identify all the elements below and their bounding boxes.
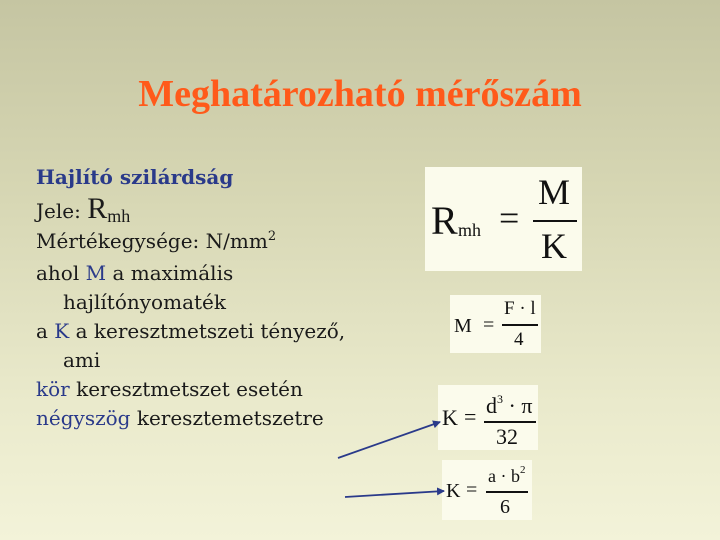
ahol-line: ahol M a maximális: [36, 261, 234, 285]
formula-moment: M = F · l 4: [450, 295, 541, 353]
ami-line: ami: [63, 348, 101, 372]
formula-k-circle: K = $d^3 \cdot \pi$ 32: [438, 385, 538, 450]
rmh-symbol: R: [87, 192, 108, 225]
formula-rmh: R mh = M K: [425, 167, 582, 271]
jele-line: Jele: Rmh: [36, 192, 131, 226]
kor-line: kör keresztmetszet esetén: [36, 377, 303, 401]
arrow-kor: [338, 422, 440, 458]
negyszog-line: négyszög keresztemetszetre: [36, 406, 324, 430]
arrow-negyszog: [345, 491, 444, 497]
k-line: a K a keresztmetszeti tényező,: [36, 319, 346, 343]
section-heading: Hajlító szilárdság: [36, 165, 234, 189]
hajlito-line: hajlítónyomaték: [63, 290, 226, 314]
rmh-subscript: mh: [107, 206, 131, 226]
formula-k-rect: K = $a \cdot b^2$ 6: [442, 460, 532, 520]
unit-line: Mértékegysége: $N/mm^2$: [36, 229, 277, 253]
slide-title: Meghatározható mérőszám: [138, 73, 582, 115]
